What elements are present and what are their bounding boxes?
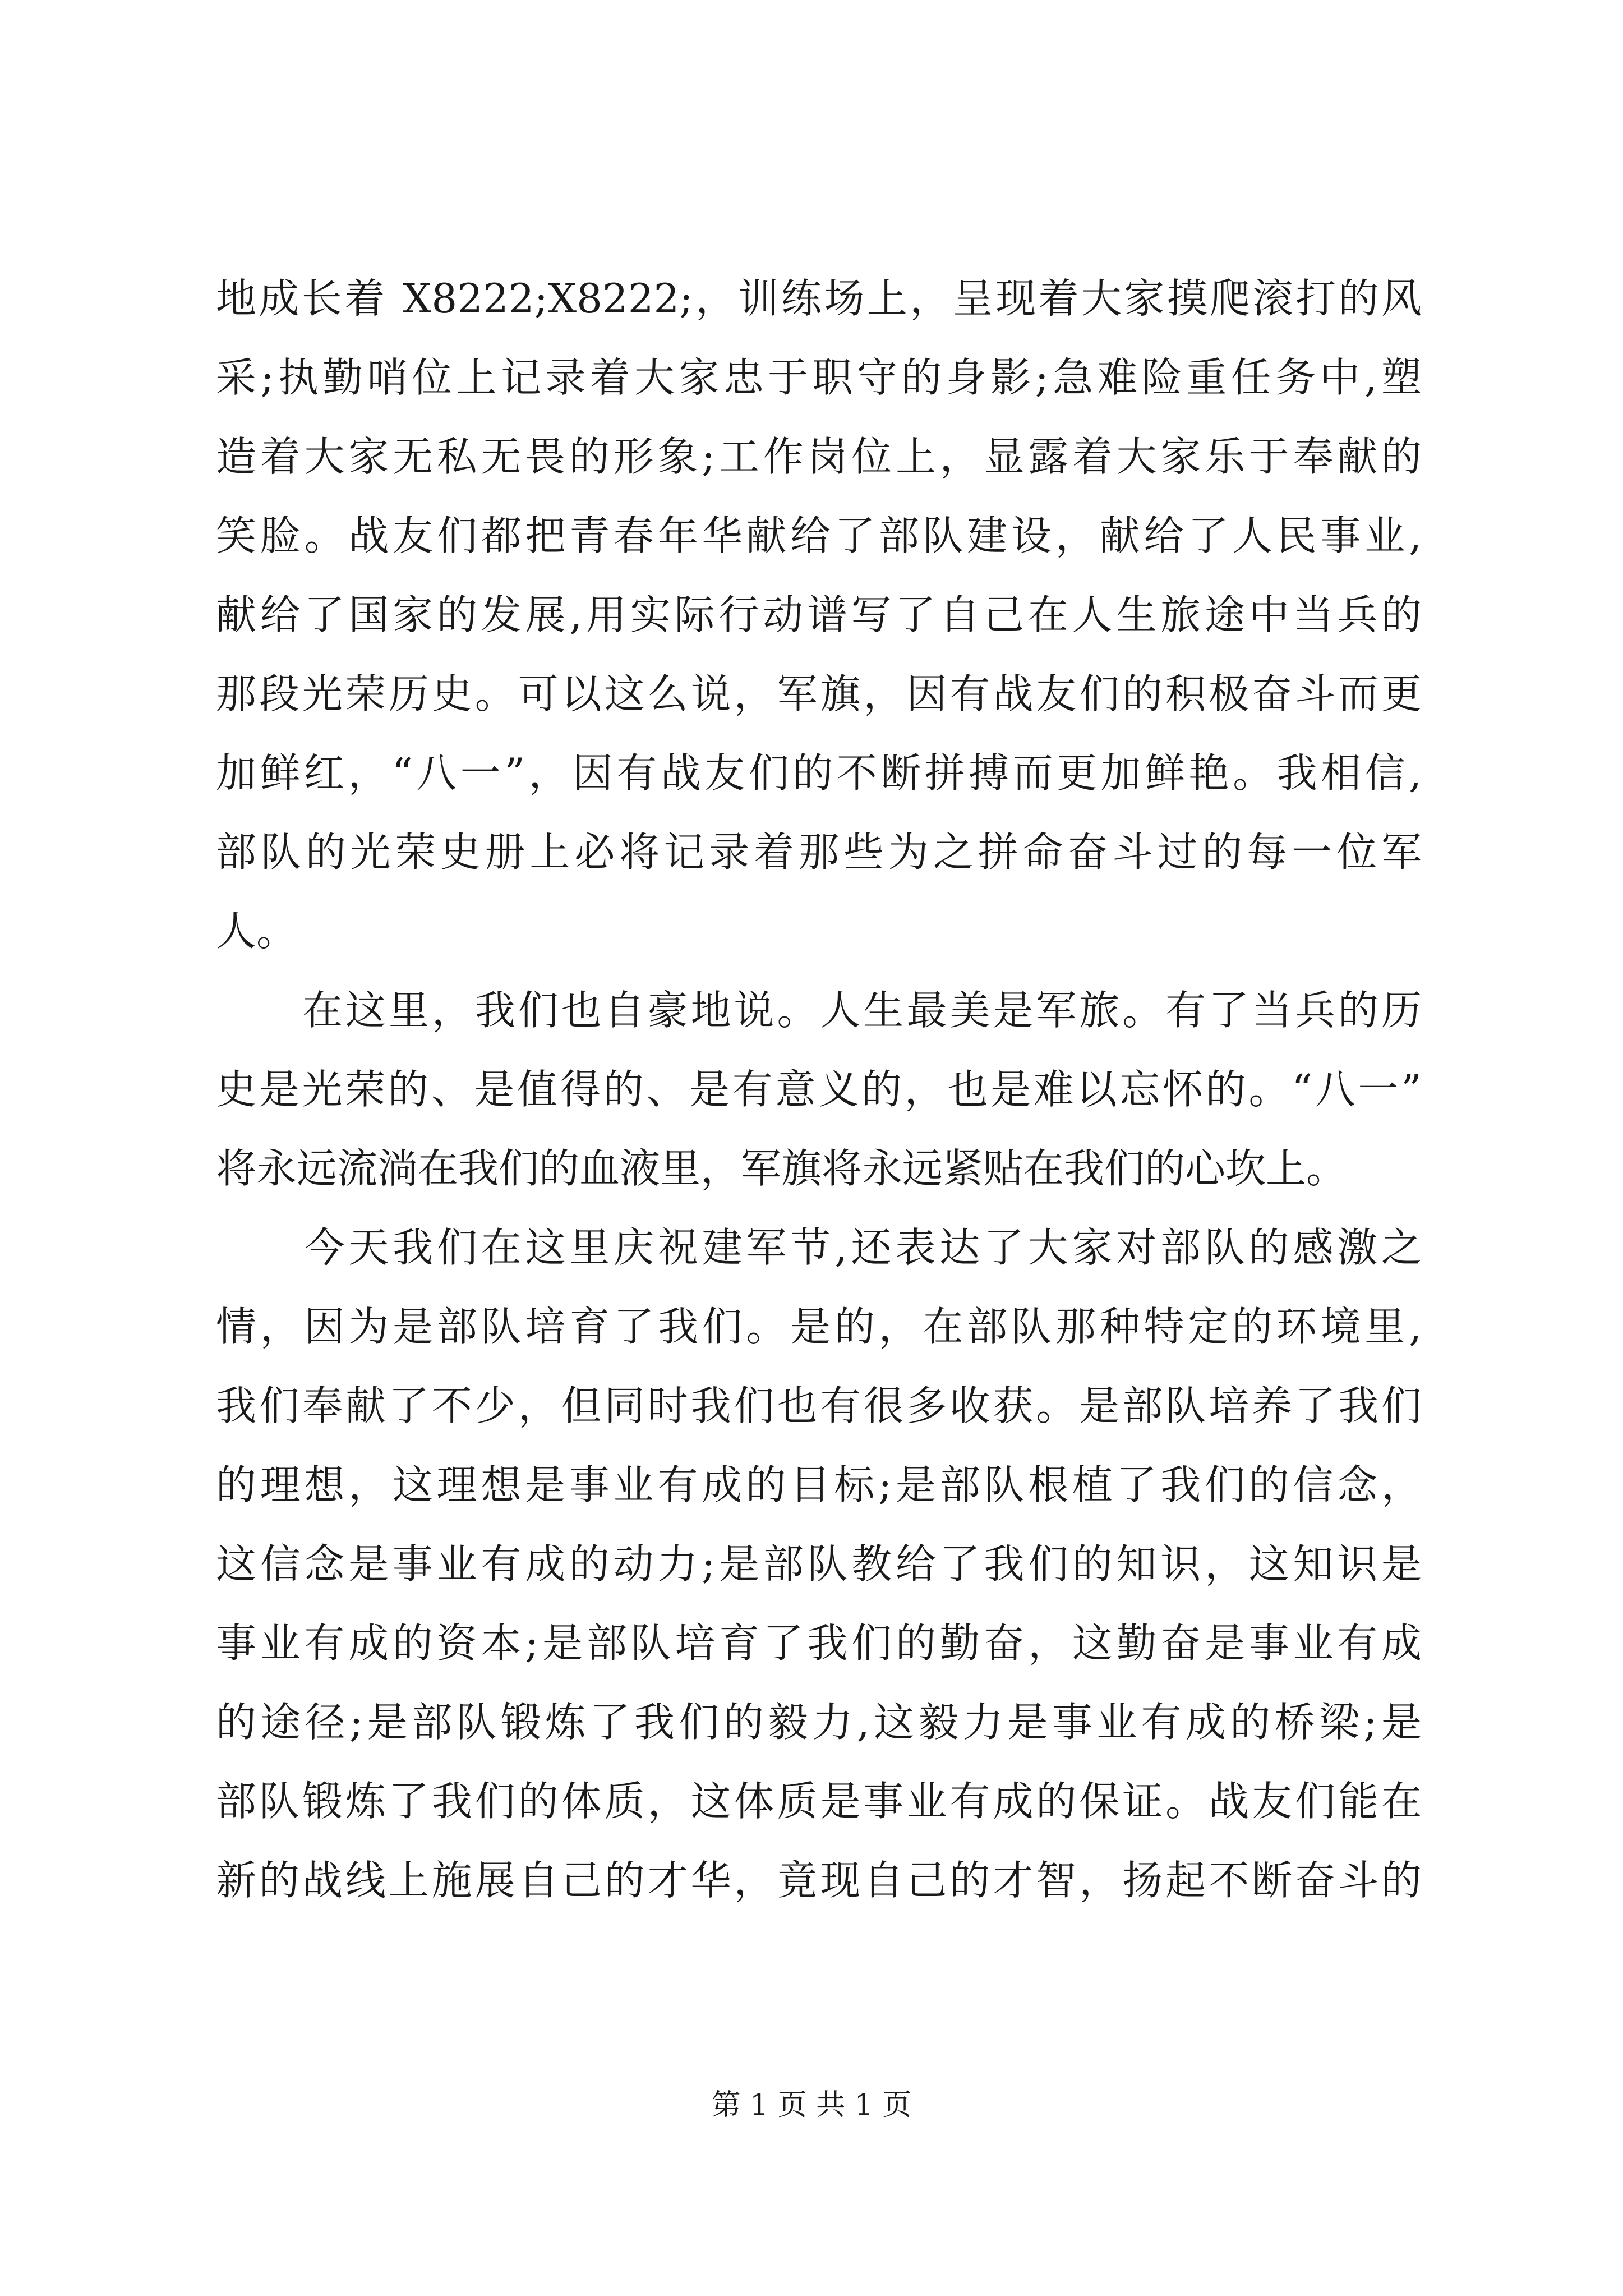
text-line: 在这里，我们也自豪地说。人生最美是军旅。有了当兵的历: [216, 987, 1422, 1034]
text-line: 的途径;是部队锻炼了我们的毅力,这毅力是事业有成的桥梁;是: [216, 1699, 1422, 1746]
text-line: 情，因为是部队培育了我们。是的，在部队那种特定的环境里,: [216, 1303, 1422, 1350]
text-line: 那段光荣历史。可以这么说，军旗，因有战友们的积极奋斗而更: [216, 670, 1422, 717]
text-line: 我们奉献了不少，但同时我们也有很多收获。是部队培养了我们: [216, 1382, 1422, 1429]
text-line: 事业有成的资本;是部队培育了我们的勤奋，这勤奋是事业有成: [216, 1619, 1422, 1667]
text-line: 史是光荣的、是值得的、是有意义的，也是难以忘怀的。“八一”: [216, 1066, 1422, 1113]
text-line: 今天我们在这里庆祝建军节,还表达了大家对部队的感激之: [216, 1224, 1422, 1271]
text-line: 新的战线上施展自己的才华，竟现自己的才智，扬起不断奋斗的: [216, 1857, 1422, 1904]
text-line: 加鲜红，“八一”，因有战友们的不断拼搏而更加鲜艳。我相信,: [216, 749, 1422, 797]
text-line: 采;执勤哨位上记录着大家忠于职守的身影;急难险重任务中,塑: [216, 354, 1422, 401]
text-line: 的理想，这理想是事业有成的目标;是部队根植了我们的信念，: [216, 1461, 1422, 1508]
page-footer: [0, 2086, 1623, 2125]
text-line: 部队的光荣史册上必将记录着那些为之拼命奋斗过的每一位军: [216, 829, 1422, 876]
document-body: [216, 259, 1422, 1920]
text-line: 这信念是事业有成的动力;是部队教给了我们的知识，这知识是: [216, 1540, 1422, 1588]
page-number: 第 1 页 共 1 页: [711, 2088, 912, 2122]
text-line: 笑脸。战友们都把青春年华献给了部队建设，献给了人民事业,: [216, 512, 1422, 559]
text-line: 部队锻炼了我们的体质，这体质是事业有成的保证。战友们能在: [216, 1778, 1422, 1825]
text-line: 献给了国家的发展,用实际行动谱写了自己在人生旅途中当兵的: [216, 591, 1422, 638]
text-line: 造着大家无私无畏的形象;工作岗位上，显露着大家乐于奉献的: [216, 433, 1422, 480]
text-line: 人。: [216, 908, 297, 955]
text-line: 将永远流淌在我们的血液里，军旗将永远紧贴在我们的心坎上。: [216, 1145, 1347, 1192]
text-line: 地成长着 X8222;X8222;，训练场上，呈现着大家摸爬滚打的风: [216, 275, 1422, 322]
